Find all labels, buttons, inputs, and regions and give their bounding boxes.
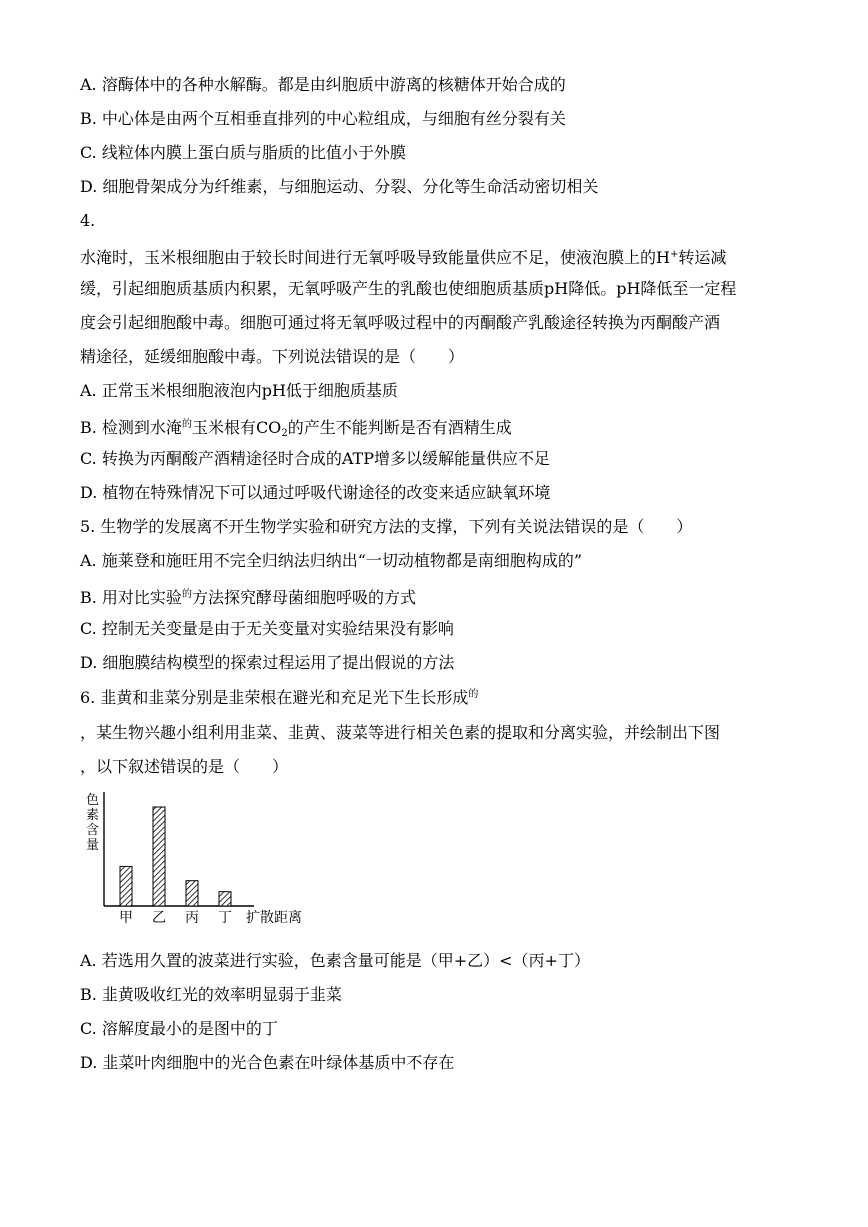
q4-stem-line-4: 精途径，延缓细胞酸中毒。下列说法错误的是（ ） — [80, 347, 465, 366]
q4-stem-line-1 — [80, 244, 726, 269]
bar-丁 — [219, 892, 231, 906]
y-axis-label-char: 色 — [86, 793, 100, 808]
x-tick-labels — [119, 910, 232, 926]
x-tick-label: 甲 — [119, 910, 133, 926]
y-axis-label-char: 素 — [86, 808, 100, 823]
q6-stem-line-1-text: 6. 韭黄和韭菜分别是韭荣根在避光和充足光下生长形成 — [80, 688, 469, 707]
q6-option-d: D. 韭菜叶肉细胞中的光合色素在叶绿体基质中不存在 — [80, 1053, 455, 1072]
y-axis-label-char: 含 — [86, 823, 100, 838]
q4-option-b — [80, 414, 512, 445]
x-axis-label: 扩散距离 — [246, 910, 302, 926]
q3-option-c: C. 线粒体内膜上蛋白质与脂质的比值小于外膜 — [80, 143, 406, 162]
bar-乙 — [153, 807, 165, 906]
q4-stem-line-1b: 转运减 — [678, 248, 727, 267]
q3-option-b: B. 中心体是由两个互相垂直排列的中心粒组成，与细胞有丝分裂有关 — [80, 109, 566, 128]
q4-option-c: C. 转换为丙酮酸产酒精途径时合成的ATP增多以缓解能量供应不足 — [80, 449, 550, 468]
bar-甲 — [120, 866, 132, 906]
q4-option-b-part2: 玉米根有CO — [191, 418, 282, 437]
q4-option-b-part3: 的产生不能判断是否有酒精生成 — [287, 418, 512, 437]
q4-option-b-part1: B. 检测到水淹 — [80, 418, 182, 437]
q6-stem-line-3: ，以下叙述错误的是（ ） — [80, 757, 289, 776]
q6-option-c: C. 溶解度最小的是图中的丁 — [80, 1019, 278, 1038]
q5-option-d: D. 细胞膜结构模型的探索过程运用了提出假说的方法 — [80, 653, 455, 672]
q5-option-b — [80, 584, 416, 609]
bar-丙 — [186, 881, 198, 906]
x-tick-label: 丁 — [218, 910, 232, 926]
q4-number: 4. — [80, 211, 96, 230]
q5-option-a: A. 施莱登和施旺用不完全归纳法归纳出“一切动植物都是南细胞构成的” — [80, 551, 583, 570]
q4-stem-line-3: 度会引起细胞酸中毒。细胞可通过将无氧呼吸过程中的丙酮酸产乳酸途径转换为丙酮酸产酒 — [80, 313, 721, 332]
q6-stem-line-1 — [80, 684, 478, 709]
chart-bars — [120, 807, 231, 906]
q3-option-d: D. 细胞骨架成分为纤维素，与细胞运动、分裂、分化等生命活动密切相关 — [80, 177, 599, 196]
q5-stem: 5. 生物学的发展离不开生物学实验和研究方法的支撑，下列有关说法错误的是（ ） — [80, 517, 693, 536]
x-tick-label: 丙 — [185, 910, 199, 926]
q5-option-b-sup: 的 — [181, 589, 192, 600]
q4-option-a: A. 正常玉米根细胞液泡内pH低于细胞质基质 — [80, 381, 398, 400]
q6-option-b: B. 韭黄吸收红光的效率明显弱于韭菜 — [80, 985, 342, 1004]
q4-stem-line-2: 缓，引起细胞质基质内积累，无氧呼吸产生的乳酸也使细胞质基质pH降低。pH降低至一定程 — [80, 279, 737, 298]
q5-option-b-part2: 方法探究酵母菌细胞呼吸的方式 — [191, 588, 416, 607]
q6-stem-sup: 的 — [468, 689, 479, 700]
q4-stem-superscript: + — [669, 249, 679, 260]
q5-option-c: C. 控制无关变量是由于无关变量对实验结果没有影响 — [80, 619, 454, 638]
q3-option-a: A. 溶酶体中的各种水解酶。都是由纠胞质中游离的核糖体开始合成的 — [80, 75, 566, 94]
q4-stem-line-1a: 水淹时，玉米根细胞由于较长时间进行无氧呼吸导致能量供应不足，使液泡膜上的H — [80, 248, 670, 267]
q4-option-b-sup: 的 — [181, 419, 192, 430]
pigment-bar-chart — [84, 788, 324, 934]
q6-stem-line-2: ，某生物兴趣小组利用韭菜、韭黄、菠菜等进行相关色素的提取和分离实验，并绘制出下图 — [80, 723, 721, 742]
y-axis-label — [86, 793, 99, 853]
q4-option-b-sub: 2 — [281, 428, 288, 439]
y-axis-label-char: 量 — [86, 838, 100, 853]
q4-option-d: D. 植物在特殊情况下可以通过呼吸代谢途径的改变来适应缺氧环境 — [80, 483, 551, 502]
q6-option-a: A. 若选用久置的波菜进行实验，色素含量可能是（甲+乙）<（丙+丁） — [80, 951, 590, 970]
x-tick-label: 乙 — [152, 910, 166, 926]
q5-option-b-part1: B. 用对比实验 — [80, 588, 182, 607]
